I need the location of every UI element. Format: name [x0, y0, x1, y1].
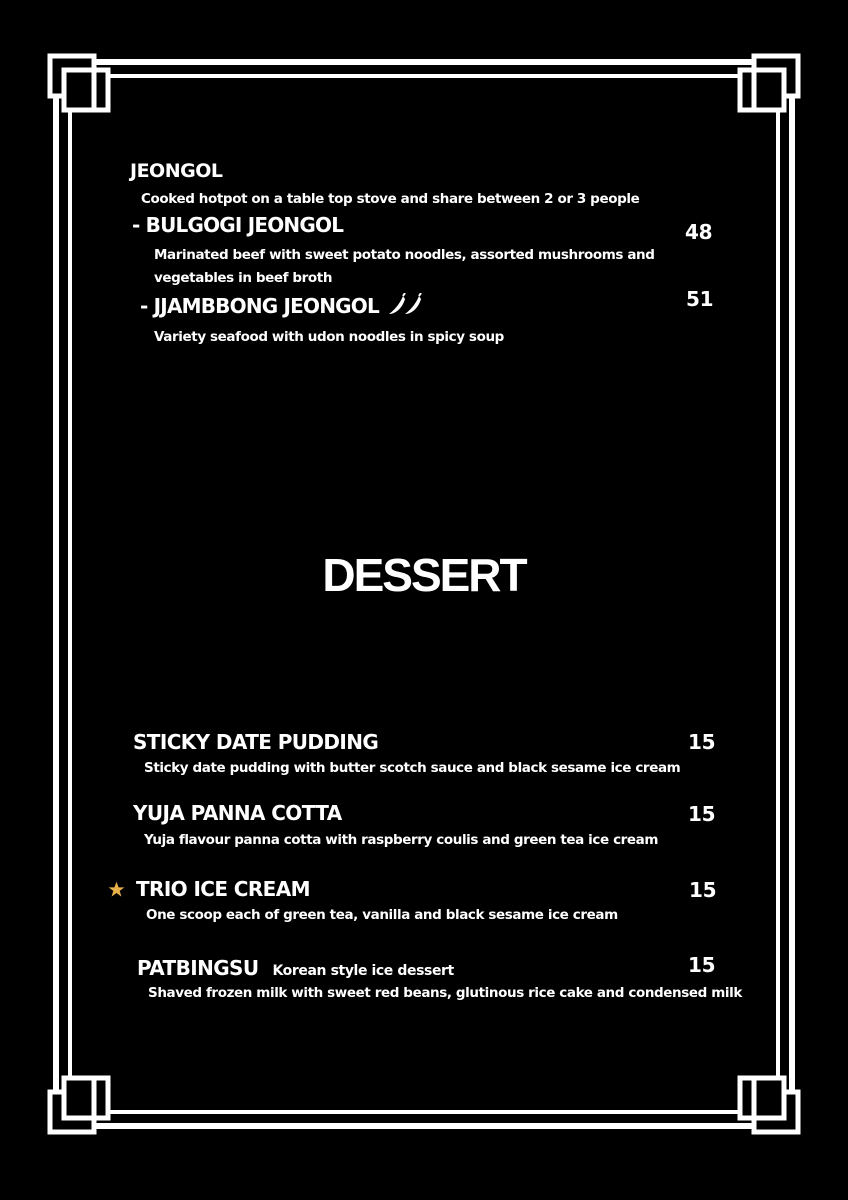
menu-item-name: YUJA PANNA COTTA	[133, 801, 342, 825]
section-title-jeongol: JEONGOL	[130, 160, 223, 182]
menu-item-name	[137, 956, 454, 980]
menu-item-description: vegetables in beef broth	[154, 270, 333, 286]
section-title-dessert: DESSERT	[322, 549, 526, 601]
menu-item-name-text: PATBINGSU	[137, 956, 259, 980]
menu-item-description: Yuja flavour panna cotta with raspberry coulis and green tea ice cream	[144, 832, 659, 848]
menu-item-name: - BULGOGI JEONGOL	[132, 213, 344, 237]
menu-item-name: STICKY DATE PUDDING	[133, 730, 379, 754]
menu-item-price: 15	[688, 802, 716, 826]
menu-item-description: One scoop each of green tea, vanilla and black sesame ice cream	[146, 907, 618, 923]
menu-item-name: TRIO ICE CREAM	[136, 877, 310, 901]
menu-item-price: 15	[688, 953, 716, 977]
menu-item-name	[140, 293, 425, 318]
menu-item-note: Korean style ice dessert	[272, 963, 454, 979]
chili-pepper-icon	[387, 293, 425, 317]
section-subtitle-jeongol: Cooked hotpot on a table top stove and share between 2 or 3 people	[141, 191, 640, 207]
menu-item-price: 15	[688, 730, 716, 754]
star-icon	[108, 881, 125, 898]
menu-item-price: 15	[689, 878, 717, 902]
menu-item-price: 51	[686, 287, 714, 311]
menu-item-description: Marinated beef with sweet potato noodles, assorted mushrooms and	[154, 247, 655, 263]
menu-item-name-text: - JJAMBBONG JEONGOL	[140, 294, 379, 318]
menu-item-description: Sticky date pudding with butter scotch sauce and black sesame ice cream	[144, 760, 681, 776]
menu-item-description: Variety seafood with udon noodles in spicy soup	[154, 329, 504, 345]
menu-item-price: 48	[685, 220, 713, 244]
menu-item-description: Shaved frozen milk with sweet red beans, glutinous rice cake and condensed milk	[148, 985, 742, 1001]
